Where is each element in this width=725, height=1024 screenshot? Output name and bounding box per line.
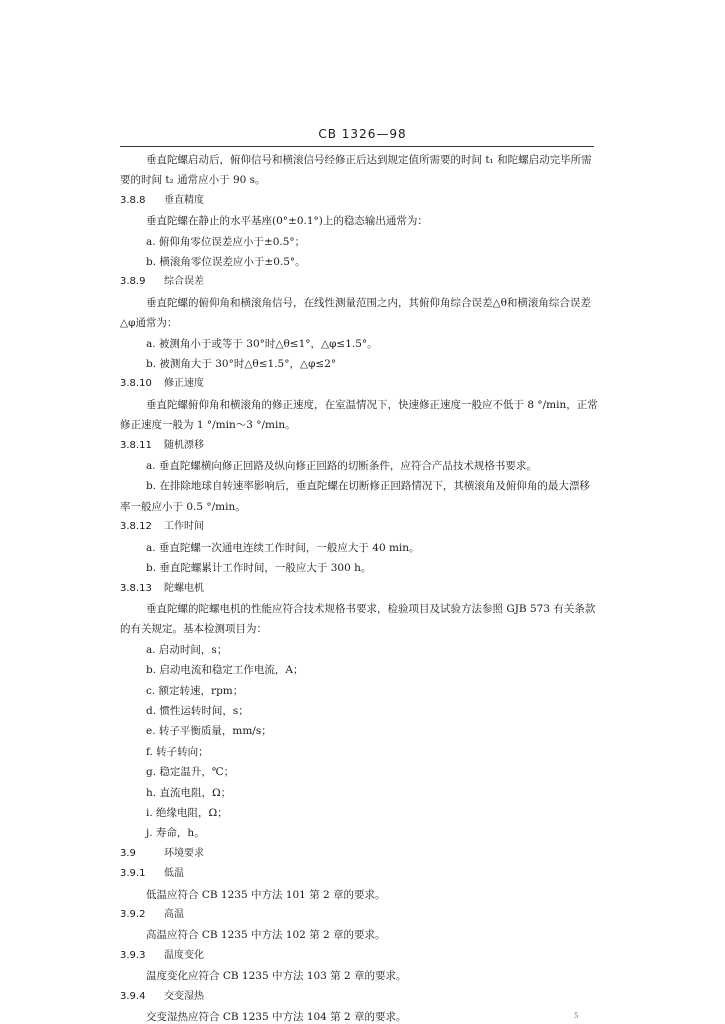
paragraph-line: △φ通常为： — [120, 317, 178, 329]
page-number: 5 — [574, 1012, 579, 1020]
section-heading-3-8-11 — [120, 439, 204, 453]
section-number: 3.9.1 — [120, 868, 146, 879]
header-rule — [120, 146, 594, 147]
section-title: 高温 — [164, 909, 184, 920]
list-item: j. 寿命，h。 — [146, 827, 205, 839]
list-item: b. 垂直陀螺累计工作时间，一般应大于 300 h。 — [146, 562, 372, 574]
section-number: 3.8.10 — [120, 378, 152, 389]
list-item: a. 俯仰角零位误差应小于±0.5°； — [146, 236, 306, 248]
section-heading-3-8-9 — [120, 275, 204, 289]
paragraph-line: 垂直陀螺在静止的水平基座(0°±0.1°)上的稳态输出通常为： — [146, 215, 428, 227]
section-heading-3-9 — [120, 847, 204, 861]
list-item: a. 被测角小于或等于 30°时△θ≤1°，△φ≤1.5°。 — [146, 338, 378, 350]
section-heading-3-8-13 — [120, 582, 204, 596]
paragraph-line: 要的时间 t₂ 通常应小于 90 s。 — [120, 174, 266, 186]
paragraph-line: 修正速度一般为 1 °/min～3 °/min。 — [120, 419, 296, 431]
list-item: b. 在排除地球自转速率影响后，垂直陀螺在切断修正回路情况下，其横滚角及俯仰角的最大漂移 — [146, 480, 590, 492]
list-item: b. 横滚角零位误差应小于±0.5°。 — [146, 256, 306, 268]
section-number: 3.8.11 — [120, 440, 152, 451]
list-item: d. 惯性运转时间，s； — [146, 705, 249, 717]
section-title: 综合误差 — [164, 276, 204, 287]
section-title: 环境要求 — [164, 848, 204, 859]
list-item: h. 直流电阻，Ω； — [146, 787, 232, 799]
section-heading-3-9-3 — [120, 949, 204, 963]
section-number: 3.9.2 — [120, 909, 146, 920]
list-item: i. 绝缘电阻，Ω； — [146, 807, 228, 819]
section-heading-3-9-4 — [120, 990, 204, 1004]
section-number: 3.8.8 — [120, 195, 146, 206]
section-number: 3.9.3 — [120, 950, 146, 961]
section-title: 交变湿热 — [164, 991, 204, 1002]
section-title: 陀螺电机 — [164, 583, 204, 594]
list-item: a. 启动时间，s； — [146, 644, 228, 656]
paragraph-line: 垂直陀螺启动后，俯仰信号和横滚信号经修正后达到规定值所需要的时间 t₁ 和陀螺启动完毕所需 — [146, 154, 592, 166]
list-item: g. 稳定温升，℃； — [146, 766, 235, 778]
paragraph-line: 垂直陀螺的陀螺电机的性能应符合技术规格书要求，检验项目及试验方法参照 GJB 573 有关条款 — [146, 603, 596, 615]
paragraph-line: 垂直陀螺的俯仰角和横滚角信号，在线性测量范围之内，其俯仰角综合误差△θ和横滚角综合误差 — [146, 297, 591, 309]
section-heading-3-9-2 — [120, 908, 184, 922]
list-item: b. 被测角大于 30°时△θ≤1.5°，△φ≤2° — [146, 358, 337, 370]
paragraph-line: 高温应符合 CB 1235 中方法 102 第 2 章的要求。 — [146, 929, 386, 941]
section-title: 低温 — [164, 868, 184, 879]
paragraph-line: 温度变化应符合 CB 1235 中方法 103 第 2 章的要求。 — [146, 970, 407, 982]
section-title: 工作时间 — [164, 521, 204, 532]
section-title: 修正速度 — [164, 378, 204, 389]
section-heading-3-8-10 — [120, 377, 204, 391]
list-item: a. 垂直陀螺一次通电连续工作时间，一般应大于 40 min。 — [146, 542, 420, 554]
section-title: 随机漂移 — [164, 440, 204, 451]
paragraph-line: 的有关规定。基本检测项目为： — [120, 623, 267, 635]
section-title: 垂直精度 — [164, 195, 204, 206]
section-heading-3-8-8 — [120, 194, 204, 208]
paragraph-line: 交变湿热应符合 CB 1235 中方法 104 第 2 章的要求。 — [146, 1011, 407, 1023]
page-header-standard-number: CB 1326—98 — [318, 127, 407, 141]
list-item: f. 转子转向； — [146, 746, 209, 758]
list-item: e. 转子平衡质量，mm/s； — [146, 725, 272, 737]
paragraph-line: 率一般应小于 0.5 °/min。 — [120, 501, 246, 513]
section-number: 3.8.13 — [120, 583, 152, 594]
section-number: 3.9.4 — [120, 991, 146, 1002]
paragraph-line: 低温应符合 CB 1235 中方法 101 第 2 章的要求。 — [146, 889, 386, 901]
section-title: 温度变化 — [164, 950, 204, 961]
section-number: 3.8.12 — [120, 521, 152, 532]
section-heading-3-9-1 — [120, 867, 184, 881]
section-number: 3.9 — [120, 848, 136, 859]
list-item: c. 额定转速，rpm； — [146, 685, 244, 697]
list-item: a. 垂直陀螺横向修正回路及纵向修正回路的切断条件，应符合产品技术规格书要求。 — [146, 460, 537, 472]
paragraph-line: 垂直陀螺俯仰角和横滚角的修正速度，在室温情况下，快速修正速度一般应不低于 8 °/min，正常 — [146, 399, 598, 411]
section-heading-3-8-12 — [120, 520, 204, 534]
list-item: b. 启动电流和稳定工作电流，A； — [146, 664, 304, 676]
section-number: 3.8.9 — [120, 276, 146, 287]
